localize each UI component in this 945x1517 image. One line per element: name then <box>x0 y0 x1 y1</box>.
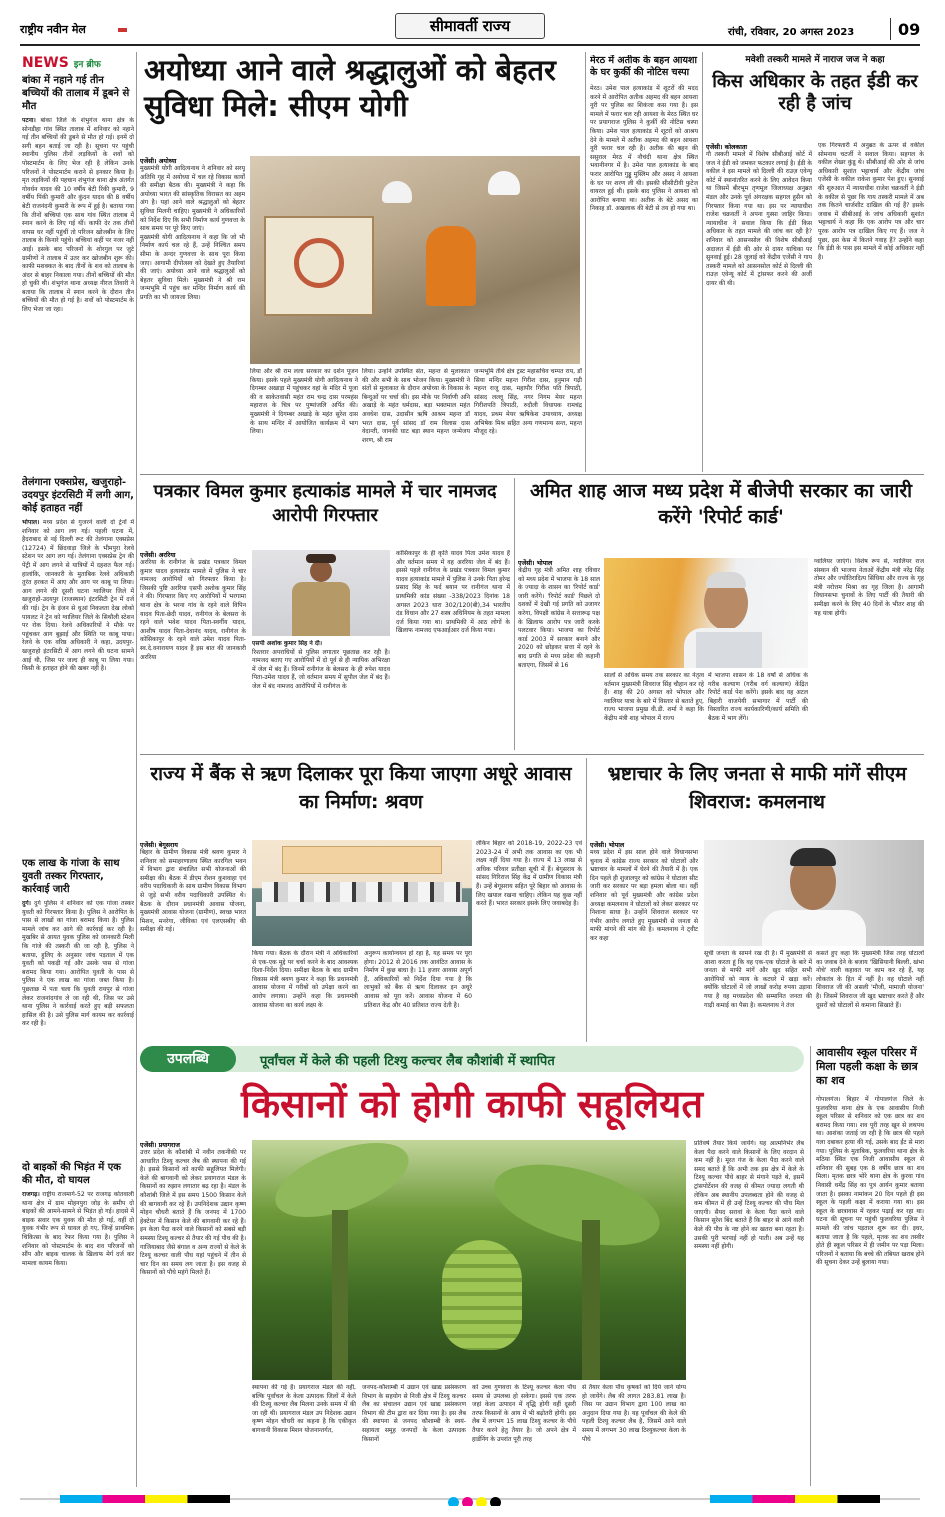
vimal-dateline: एजेंसी। अररिया <box>140 552 176 559</box>
shah-headline: अमित शाह आज मध्य प्रदेश में बीजेपी सरकार का जारी करेंगे 'रिपोर्ट कार्ड' <box>529 480 913 528</box>
hostel-headline: आवासीय स्कूल परिसर में मिला पहली कक्षा के छात्र का शव <box>816 1046 918 1087</box>
brief-text: दुर्ग। दुर्ग पुलिस ने शनिवार को एक गांजा तस्कर युवती को गिरफ्तार किया है। पुलिस ने आरोपित के पास से लाखों का गांजा बरामद किया है। पुलिस मामले जांच कर आगे की कार्रवाई कर रही है। मुखबिर से आयत युवक पुलिस को जानकारी मिली कि गांजे की तस्करी की जा रही है, पुलिस ने बताया, हुलिए के अनुसार जांच पड़ताल में एक युवती को पकड़ी गई और उसके पास से गांजा बरामद किया गया। आरोपित युवती के पास से पुलिस ने एक लाख का गांजा जब्त किया है। पूछताछ में पता चला कि युवती रायपुर से गांजा लेकर राजनांदगांव ले जा रही थी, जिस पर उसे थाना पुलिस ने कार्रवाई करते हुए बड़ी सफलता हासिल की है। उसे पुलिस मार्ग कायम कर कार्रवाई कर रही है। <box>22 900 134 1028</box>
officer-uniform <box>292 582 350 636</box>
brief-item-2 <box>22 476 134 854</box>
ed-kicker: मवेशी तस्करी मामले में नाराज जज ने कहा <box>745 55 885 65</box>
banana-text-2: स्थापना की गई है। प्रयागराज मंडल की नहीं, बल्कि पूर्वांचल के केला उत्पादक जिलों में केले की टिश्यु कल्चर लैब मिलना उनके समय में की जा रही थी। प्रयागराज मंडल उप निदेशक उद्यान कृष्ण मोहन चौधरी का कहना है कि एकीकृत बागवानी विकास मिशन योजनान्तर्गत, <box>252 1384 356 1434</box>
ayodhya-photo <box>250 156 580 364</box>
ayodhya-text-2: मुख्यमंत्री योगी आदित्यनाथ ने कहा कि जो भी निर्माण कार्य चल रहे हैं, उन्हें निश्चित समय सीमा के अन्दर गुणवत्ता के साथ पूरा किया जाए। आगामी दीपोत्सव को देखते हुए तैयारियां की जाएं। अयोध्या आने वाले श्रद्धालुओं को बेहतर सुविधा मिले। मुख्यमंत्री ने श्री राम जन्मभूमि में पहुंच कर मन्दिर निर्माण कार्य की प्रगति का भी जायजा लिया। <box>140 233 245 301</box>
vimal-col-3 <box>396 550 510 748</box>
banana-text-6: प्रतिवर्ष तैयार किये जायेंगे। यह आत्मनिर्भर लैब केला पैदा करने वाले किसानों के लिए वरदान से कम नहीं है। मूरत गंज के केला पैदा करने वाले समद बताते हैं कि अभी तक इस क्षेत्र में केले के टिश्यू कल्चर पौधे बाहर से मंगाने पड़ते थे, इसमें ट्रांसपोर्टेशन की वजह से कीमत ज्यादा लगती थी लेकिन अब स्थानीय उपलब्धता होने की वजह से कम कीमत में ही उन्हें टिश्यू कल्चर की पौध मिल जाएगी। सैयद सरावां के केला पैदा करने वाले किसान सुरेश बिंद बताते हैं कि बाहर से आने वाली केले की पौध के नष्ट होने का खतरा बना रहता है। उसकी पूरी भरपाई नहीं हो पाती। अब उन्हें यह समस्या नहीं होगी। <box>694 1140 804 1251</box>
brief-text: भोपाल। मध्य प्रदेश से गुजरने वाली दो ट्रेनों में शनिवार को आग लग गई। पहली घटना में, हैदराबाद से नई दिल्ली रूट की तेलंगाना एक्सप्रेस (12724) में छिंदवाड़ा जिले के भीमपुरा रेलवे स्टेशन पर आग लग गई। तेलंगाना एक्सप्रेस ट्रेन की पेंट्री में आग लगने से यात्रियों में दहशत फैल गई। हालांकि, जानकारी के मुताबिक रेलवे अधिकारी तुरंत हरकत में आए और आग पर काबू पा लिया। आग लगने की दूसरी घटना ग्वालियर जिले में खजुराहो-उदयपुर (राजस्थान) इंटरसिटी ट्रेन में दर्ज की गई। ट्रेन के इंजन से धुआं निकलता देख लोको पायलट ने ट्रेन को ग्वालियर जिले के सिथौली स्टेशन पर रोक दिया। रेलवे अधिकारियों ने मौके पर पहुंचकर आग बुझाई और स्थिति पर काबू पाया। रेलवे के एक वरिष्ठ अधिकारी ने कहा, उदयपुर-खजुराहो इंटरसिटी में आग लगने की घटना सामने आई थी, जिस पर जल्द ही काबू पा लिया गया। किसी के हताहत होने की खबर नहीं है। <box>22 519 134 673</box>
brief-item-1 <box>22 74 134 473</box>
bank-headline: राज्य में बैंक से ऋण दिलाकर पूरा किया जाएगा अधूरे आवास का निर्माण: श्रवण <box>150 763 572 813</box>
kamalnath-col-1 <box>590 840 698 1040</box>
shah-col-2 <box>604 672 704 748</box>
banana-tag: उपलब्धि <box>140 1046 236 1072</box>
black-dot <box>490 1497 501 1506</box>
banana-col-5 <box>582 1384 686 1486</box>
banana-story <box>140 1046 804 1486</box>
mandala-ring <box>294 238 344 288</box>
banana-text-5: से तैयार केला पौध कृषकों को दिये जाने योग्य हो जायेंगे। लैब की लागत 283.81 लाख है। जिस पर उद्यान विभाग द्वारा 100 लाख का अनुदान दिया गया है। यह पूर्वांचल की केले की पहली टिश्यु कल्चर लैब है, जिसमें आने वाले समय में लगभग 30 लाख टिश्युकल्चर केला के पौधे <box>582 1384 686 1443</box>
vimal-text-1: अररिया के रानीगंज के प्रखंड पत्रकार विमल कुमार यादव हत्याकांड मामले में पुलिस ने चार नामजद आरोपियों को गिरफ्तार किया है। जिसकी पुष्टि अररिया एसपी अशोक कुमार सिंह ने की। गिरफ्तार किए गए आरोपियों में भरगामा थाना क्षेत्र के भरना गांव के रहने वाले विपिन यादव पिता-छेदी यादव, रानीगंज के बेलसरा के रहने वाले भवेश यादव पिता-स्वर्गीय यादव, आशीष यादव पिता-देवानंद यादव, रानीगंज के कोसिकापुर के रहने वाले उमेश यादव पिता-स्व.दे.वनारायण यादव हैं इस बात की जानकारी अररिया <box>140 559 246 661</box>
news-tag: NEWS <box>22 55 69 71</box>
meerut-story <box>590 55 698 470</box>
meerut-headline: मेरठ में अतीक के बहन आयशा के घर कुर्की की नोटिस चस्पा <box>590 55 697 78</box>
banana-col-4 <box>472 1384 576 1486</box>
meeting-banner <box>282 846 442 874</box>
vimal-col-2 <box>252 640 390 748</box>
bank-dateline: एजेंसी। बेगूसराय <box>140 842 178 849</box>
column-divider <box>585 52 586 472</box>
kamalnath-dateline: एजेंसी। भोपाल <box>590 842 625 849</box>
shah-text-2: सालों से अधिक समय तक सरकार का नेतृत्व वर्तमान मुख्यमंत्री शिवराज सिंह चौहान कर रहे हैं। शाह की 20 अगस्त को भोपाल और ग्वालियर यात्रा के बारे में विस्तार से बताते हुए, राज्य भाजपा प्रमुख वी.डी. शर्मा ने कहा कि केंद्रीय मंत्री शाह भोपाल में राज्य <box>604 672 704 722</box>
ayodhya-headline: अयोध्या आने वाले श्रद्धालुओं को बेहतर सुविधा मिले: सीएम योगी <box>144 53 556 123</box>
brief-headline: बांका में नहाने गई तीन बच्चियों की तालाब में डूबने से मौत <box>22 75 130 112</box>
magenta-dot <box>462 1497 473 1506</box>
shah-photo <box>604 558 808 668</box>
vimal-headline: पत्रकार विमल कुमार हत्याकांड मामले में चार नामजद आरोपी गिरफ्तार <box>153 481 497 526</box>
brief-headline: दो बाइकों की भिड़ंत में एक की मौत, दो घायल <box>22 1162 121 1186</box>
ayodhya-text-5: जन्मभूमि तीर्थ क्षेत्र ट्रस्ट महासचिव चम्पत राय, डॉ सिया मन्दिर महन्त गिरीश दास, हनुमान गढ़ी महन्त राजू दास, महापौर गिरीश पति त्रिपाठी, सांसद लल्लू सिंह, नगर निगम मेयर महन्त गिरीशपति त्रिपाठी, रुदौली विधायक रामचंद्र यादव, प्रथम मेयर ऋषिकेश उपाध्याय, अध्यक्ष अभिषेक मिश्र सहित अन्य गणमान्य सन्त, महन्त मौजूद रहे। <box>474 368 582 436</box>
section-title: सीमावर्ती राज्य <box>429 17 511 35</box>
news-brief-tag <box>22 52 134 72</box>
banana-headline: किसानों को होगी काफी सहूलियत <box>240 1082 704 1126</box>
brief-item-3 <box>22 857 134 1158</box>
ayodhya-col-1 <box>140 156 245 468</box>
kamalnath-text-2: सूची जनता के सामने रख दी है। मैं मुख्यमंत्री से आशा करता हूं कि वह एक-एक घोटाले के बारे में जनता से माफी मांगें और खुद सहित सभी आरोपियों को न्याय के कटघरे में खड़ा करें। क्योंकि घोटालों में जो लाखों करोड़ रुपया उड़ाया गया है वह मध्यप्रदेश की सम्मानित जनता की गाढ़ी कमाई का पैसा है। कमलनाथ ने तंज <box>704 950 812 1009</box>
ed-story <box>706 52 924 472</box>
bank-text-4: लेकिन बिहार को 2018-19, 2022-23 एवं 2023-24 में अभी तक आवास का एक भी लक्ष्य नहीं दिया गया है। राज्य में 13 लाख से अधिक परिवार प्रतीक्षा सूची में हैं। बेगूसराय के सांसद गिरिराज सिंह केंद्र में ग्रामीण विकास मंत्री हैं। उन्हें बेगूसराय सहित पूरे बिहार को आवास के लिए खयाल रखना चाहिए। लेकिन यह कुछ नहीं करते हैं। भारत सरकार इसके लिए जवाबदेह है। <box>476 840 582 908</box>
ayodhya-col-3 <box>362 368 470 468</box>
shah-story <box>518 478 924 750</box>
cyan-dot <box>448 1497 459 1506</box>
banana-bunch <box>442 1240 522 1350</box>
ayodhya-col-4 <box>474 368 582 468</box>
banana-col-2 <box>252 1384 356 1486</box>
meerut-text: मेरठ। उमेश पाल हत्याकांड में शूटरों की मदद करने में आरोपित अतीक अहमद की बहन आयशा नूरी पर पुलिस का शिकंजा कस गया है। इस मामले में फरार चल रही आयशा के मेरठ स्थित घर पर प्रयागराज पुलिस ने कुर्की की नोटिस चस्पा किया। उमेश पाल हत्याकांड में शूटरों को आश्रय देने के मामले में अतीक अहमद की बहन आयशा नूरी फरार चल रही है। अतीक की बहन की ससुराल मेरठ में नौचंदी थाना क्षेत्र स्थित भवानीनगर में है। उमेश पाल हत्याकांड के बाद फरार आरोपित गुड्डू मुस्लिम और असद ने आयशा के घर पर शरण ली थी। इसकी सीसीटीवी फुटेज वायरल हुई थी। इसके बाद पुलिस ने आयशा को आरोपित बनाया था। अतीक के बेटे असद का निकाह डॉ. अखलाक की बेटी से तय हो गया था। <box>590 85 698 213</box>
column-divider <box>514 478 515 750</box>
bank-photo <box>252 840 472 946</box>
page-number-divider <box>890 18 891 40</box>
banana-kicker-bar <box>140 1046 804 1072</box>
vimal-photo-caption: एसपी अशोक कुमार सिंह ने दी। <box>252 640 323 647</box>
bank-text-2: किया गया। बैठक के दौरान मंत्री ने अधिकारियों से एक-एक मुद्दे पर चर्चा करने के बाद आवश्यक दिशा-निर्देश दिया। समीक्षा बैठक के बाद ग्रामीण विकास मंत्री श्रवण कुमार ने कहा कि प्रधानमंत्री आवास योजना में गरीबों को उपेक्षा करने का आरोप लगाया। उन्होंने कहा कि प्रधानमंत्री आवास योजना का कार्य लक्ष्य के <box>252 950 358 1009</box>
row-divider <box>140 474 924 475</box>
ed-headline: किस अधिकार के तहत ईडी कर रही है जांच <box>712 71 918 114</box>
in-brief-tag: इन ब्रीफ <box>73 60 101 70</box>
column-divider <box>136 52 137 1487</box>
bank-col-2 <box>252 950 358 1040</box>
bank-text-1: बिहार के ग्रामीण विकास मंत्री श्रवण कुमार ने शनिवार को समाहरणालय स्थित कारगिल भवन में विभाग द्वारा संचालित सभी योजनाओं की समीक्षा की। बैठक में डीएम रोशन कुशवाहा एवं वरीय पदाधिकारी के साथ ग्रामीण विकास विभाग से जुड़े सभी वरीय पदाधिकारी उपस्थित थे। बैठक के दौरान प्रधानमंत्री आवास योजना, मुख्यमंत्री आवास योजना (ग्रामीण), स्वच्छ भारत मिशन, मनरेगा, जीविका एवं एलएसबीए की समीक्षा की गई। <box>140 849 246 934</box>
ed-col-2 <box>818 142 924 468</box>
banana-dateline: एजेंसी। प्रयागराज <box>140 1142 180 1149</box>
ayodhya-story <box>140 52 582 472</box>
attendee-row <box>262 882 462 902</box>
kamalnath-text-1: मध्य प्रदेश में इस साल होने वाले विधानसभा चुनाव में कांग्रेस राज्य सरकार को घोटालों और भ्रष्टाचार के मामलों में घेरने की तैयारी में है। एक दिन पहले ही शुजालपुर को कांग्रेस ने घोटाला सीट जारी कर सरकार पर बड़ा हमला बोला था। वहीं शनिवार को पूर्व मुख्यमंत्री और कांग्रेस प्रदेश अध्यक्ष कमलनाथ ने घोटालों को लेकर सरकार पर निशाना साधा है। उन्होंने शिवराज सरकार पर गंभीर आरोप लगाते हुए मुख्यमंत्री से जनता से माफी मांगने की मांग की है। कमलनाथ ने ट्वीट कर कहा <box>590 849 698 942</box>
kamalnath-headline: भ्रष्टाचार के लिए जनता से माफी मांगें सीएम शिवराज: कमलनाथ <box>607 763 907 813</box>
shah-text-4: ग्वालियर जाएंगे। विशेष रूप से, ग्वालियर राज संस्थान की भाजपा नेताओं केंद्रीय मंत्री नरेंद्र सिंह तोमर और ज्योतिरादित्य सिंधिया और राज्य के गृह मंत्री नरोत्तम मिश्रा का गृह जिला है। आगामी विधानसभा चुनावों के लिए पार्टी की तैयारी की समीक्षा करने के लिए 40 दिनों के भीतर शाह की यह यात्रा होगी। <box>814 558 924 617</box>
kamalnath-hair <box>790 848 836 866</box>
brief-item-4 <box>22 1161 134 1361</box>
logo-dash <box>118 28 127 32</box>
ed-text-1: गौ तस्करी मामले में विशेष सीबीआई कोर्ट में जज ने ईडी को जमकर फटकार लगाई है। ईडी के वकील ने इस मामले को दिल्ली की राउज़ एवेन्यू कोर्ट में स्थानांतरित करने के लिए आवेदन किया था जिसमें बीरभूम तृणमूल जिलाध्यक्ष अनुब्रत मंडल और उनके पूर्व अंगरक्षक सहगल हुसैन को गिरफ्तार किया गया था। इस पर न्यायाधीश राजेश चक्रवर्ती ने अपना गुस्सा जाहिर किया। न्यायाधीश ने सवाल किया कि ईडी किस अधिकार के तहत मामले की जांच कर रही है? शनिवार को आसनसोल की विशेष सीबीआई अदालत में ईडी की ओर से दायर याचिका पर सुनवाई हुई। 28 जुलाई को केंद्रीय एजेंसी ने गाय तस्करी मामले को आसनसोल कोर्ट से दिल्ली की राउज़ एवेन्यू कोर्ट में ट्रांसफर करने की अर्जी दायर की थी। <box>706 151 812 287</box>
kamalnath-story <box>590 760 924 1042</box>
brief-text: राजगढ़। राष्ट्रीय राजमार्ग-52 पर राजगढ़ कोतवाली थाना क्षेत्र में ग्राम मोहनपुरा जोड़ के समीप दो बाइकों की आमने-सामने से भिड़ंत हो गई। हादसे में बाइक सवार एक युवक की मौत हो गई, वहीं दो युवक गंभीर रूप से घायल हो गए, जिन्हें प्राथमिक चिकित्सा के बाद रेफर किया गया है। पुलिस ने शनिवार को पोस्टमार्टम के बाद शव परिजनों को सौंप और बाइक चालक के खिलाफ मेर्ग दर्ज कर मामला कायम किया। <box>22 1191 134 1267</box>
brief-text: पटना। बांका जिले के शंभुगंज थाना क्षेत्र के सोनडीहा गांव स्थित तालाब में शनिवार को नहाने गई तीन बच्चियों की डूबने से मौत हो गई। इनमें दो सगी बहन बताई जा रही है। सूचना पर पहुंची स्थानीय पुलिस तीनों लड़कियों के शवों को पोस्टमार्टम के लिए भेज रही है लेकिन उनके परिजनों ने पोस्टमार्टम कराने से इनकार किया है। मृत लड़कियों की पहचान शंभुगंज थाना क्षेत्र अंतर्गत गोवर्धन यादव की 10 वर्षीय बेटी रिंकी कुमारी, 9 वर्षीय पिंकी कुमारी और कुंदन यादव की 8 वर्षीय बेटी राजनंदनी कुमारी के रूप में हुई है। बताया गया कि तीनों बच्चियां एक साथ गांव स्थित तालाब में स्नान करने के लिए गई थीं। काफी देर तक तीनों वापस घर नहीं पहुंचीं तो परिजन खोजबीन के लिए तालाब के किनारे पहुंचे। बच्चियां कहीं पर नजर नहीं आईं। इसके बाद परिजनों के शोरगुल पर जुटे ग्रामीणों ने तालाब में उतर कर खोजबीन शुरू की। काफी मशक्कत के बाद तीनों के शव को तालाब के अंदर से बाहर निकाला गया। तीनों बच्चियों की मौत हो चुकी थी। शंभुगंज थाना अध्यक्ष नीरज तिवारी ने बताया कि तालाब में स्नान करने के दौरान तीन बच्चियों की मौत हो गई है। शवों को पोस्टमार्टम के लिए भेजा जा रहा। <box>22 117 134 314</box>
bank-story <box>140 760 582 1042</box>
shah-col-1 <box>518 558 600 748</box>
ed-col-1 <box>706 142 812 468</box>
bank-col-1 <box>140 840 246 1040</box>
dateline: रांची, रविवार, 20 अगस्त 2023 <box>728 27 855 38</box>
registration-dots <box>448 1493 508 1505</box>
kamalnath-photo <box>704 840 924 946</box>
hostel-text: गोपालगंज। बिहार में गोपालगंज जिले के फुलवरिया थाना क्षेत्र के एक आवासीय निजी स्कूल परिसर से शनिवार को एक छात्र का शव बरामद किया गया। शव पूरी तरह खून से लथपथ था। आशंका जताई जा रही है कि छात्र की पहले गला दबाकर हत्या की गई, उसके बाद ईंट से मारा गया। पुलिस के मुताबिक, फुलवरिया थाना क्षेत्र के मठिया स्थित एक निजी आवासीय स्कूल से शनिवार की सुबह एक 8 वर्षीय छात्र का शव मिला। मृतक छात्र भोरे थाना क्षेत्र के कुरवा गांव निवासी धर्मेंद्र सिंह का पुत्र आर्यन कुमार बताया जाता है। इसका नामांकन 20 दिन पहले ही इस स्कूल के पहली कक्षा में कराया गया था। इस स्कूल के छात्रावास में रहकर पढ़ाई कर रहा था। घटना की सूचना पर पहुंची फुलवरिया पुलिस ने मामले की जांच पड़ताल शुरू कर दी। इधर, बताया जाता है कि पहले, मृतक का शव तस्वीर होते ही स्कूल परिसर में ही जमीन पर पड़ा मिला। परिजनों ने बताया कि बच्चे की तबियत खराब होने की सूचना देकर उन्हें बुलाया गया। <box>816 1096 924 1267</box>
ed-dateline: एजेंसी। कोलकाता <box>706 144 748 151</box>
banana-col-3 <box>362 1384 466 1486</box>
news-brief-column <box>22 52 134 1487</box>
shah-dateline: एजेंसी। भोपाल <box>518 560 553 567</box>
newspaper-logo: राष्ट्रीय नवीन मेल <box>20 23 86 36</box>
banana-leaf <box>486 1149 668 1261</box>
helmet-figure <box>488 171 520 195</box>
page-number: 09 <box>898 20 921 39</box>
row-divider <box>140 754 924 755</box>
footer-bar <box>20 1492 920 1506</box>
officer-cap <box>306 554 336 563</box>
brief-headline: तेलंगाना एक्सप्रेस, खजुराहो-उदयपुर इंटरसिटी में लगी आग, कोई हताहत नहीं <box>22 477 134 514</box>
helmet-figure <box>382 181 412 203</box>
masthead <box>0 0 945 48</box>
banana-photo <box>252 1140 686 1380</box>
meeting-table <box>256 902 468 916</box>
vimal-story <box>140 480 510 750</box>
hostel-story <box>816 1046 924 1486</box>
ayodhya-text-3: लिया और श्री राम लला सरकार का दर्शन पूजन किया। इसके पहले मुख्यमंत्री योगी आदित्यनाथ ने दिगम्बर अखाड़ा में पहुंचकर वहां के मंदिर में पूजा की व साकेतवासी महंत राम चन्द्र दास परमहंस महाराज के चित्र पर पुष्पांजलि अर्पित की। मुख्यमंत्री ने दिगम्बर अखाड़े के महंत सुरेश दास के साथ मन्दिर में आयोजित कार्यक्रम में भाग लिया। <box>250 368 358 436</box>
shah-col-3 <box>708 672 808 748</box>
kamalnath-text-3: कसते हुए कहा कि मुख्यमंत्री जिस तरह घोटालों का जवाब देने के बजाय 'खिसियानी बिल्ली, खंभा नोचे' वाली कहावत पर काम कर रहे हैं, यह लोकतंत्र के हित में नहीं है। वह घोटाले नहीं शिवराज जी की असली 'मौजी, मामाजी योजना' है। जिसमें शिवराज जी खुद भ्रष्टाचार करते हैं और दूसरों को घोटालों से कमाना सिखाते हैं। <box>816 950 924 1009</box>
shah-text-1: केंद्रीय गृह मंत्री अमित शाह रविवार को मध्य प्रदेश में भाजपा के 18 साल के ज्यादा के शासन का 'रिपोर्ट कार्ड' जारी करेंगे। 'रिपोर्ट कार्ड' पिछले दो दशकों में देखी गई प्रगति को उजागर करेगा, विपक्षी कांग्रेस ने सत्तारूढ़ पक्ष के खिलाफ आरोप पत्र जारी करके पलटवार किया। भाजपा का रिपोर्ट कार्ड 2003 में सरकार बनाने और 2020 को छोड़कर सत्ता में रहने के बाद प्रगति से मध्य प्रदेश की कहानी बताएगा, जिसमें से 16 <box>518 567 600 669</box>
banana-text-4: को उच्च गुणवत्ता के टिश्यू कल्चर केला पौध समय से उपलब्ध हो सकेगा। इससे एक तरफ जहां केला उत्पादन में वृद्धि होगी वहीं दूसरी तरफ किसानों के आय में भी बढ़ोतरी होगी। इस लैब में लगभग 15 लाख टिश्यु कल्चर के पौधे तैयार करने हेतु तैयार है। जो अपने क्षेत्र में हार्डनिंग के उपरांत पूरी तरह <box>472 1384 576 1443</box>
shah-jacket <box>696 632 762 668</box>
ed-text-2: एक गिरफ्तारी में अनुब्रत के ऊपर से वकील सोमनाथ चटर्जी ने सवाल किया। सहगल के वकील शेखर कुंडू थे। सीबीआई की ओर से जांच अधिकारी सुशांत भट्टाचार्य और केंद्रीय जांच एजेंसी के वकील राकेश कुमार पेश हुए। सुनवाई की शुरुआत में न्यायाधीश राजेश चक्रवर्ती ने ईडी के वकील से पूछा कि गाय तस्करी मामले में अब तक कितने चार्जशीट दाखिल की गई हैं? इसके जवाब में सीबीआई के जांच अधिकारी सुशांत भट्टाचार्य ने कहा कि एक आरोप पत्र और चार पूरक आरोप पत्र दाखिल किए गए हैं। जज ने पूछा, इस केस में कितने गवाह हैं? उन्होंने कहा कि ईडी के पास इस मामले में कोई अधिकार नहीं है। <box>818 142 924 261</box>
banana-kicker: पूर्वांचल में केले की पहली टिश्यु कल्चर लैब कौशांबी में स्थापित <box>260 1054 555 1069</box>
color-bar-left <box>60 1495 230 1503</box>
shah-col-4 <box>814 558 924 748</box>
banana-text-1: उत्तर प्रदेश के कौशांबी में नवीन तकनीकी पर आधारित टिश्यु कल्चर लैब की स्थापना की गई है। इससे किसानों को काफी सहूलियत मिलेगी। केले की बागवानी को लेकर प्रयागराज मंडल के किसानों का रुझान लगातार बढ़ रहा है। मंडल के कौशांबी जिले में इस समय 1500 किसान केले की बागवानी कर रहे हैं। उपनिदेशक उद्यान कृष्ण मोहन चौधरी बताते हैं कि जनपद में 1700 हेक्टेयर में किसान केले की बागवानी कर रहे हैं। इन केला पैदा करने वाले किसानों को सबसे बड़ी समस्या टिश्यू कल्चर से तैयार की गई पौध की है। गाजियाबाद जैसे बंगाल व अन्य राज्यों से केले के टिश्यू कल्चर वाली पौध यहां पहुंचने में तीन से चार दिन का समय लग जाता है। इस वजह से किसानों को पौधे महंगे मिलते हैं। <box>140 1149 246 1277</box>
section-banner <box>395 13 545 39</box>
ayodhya-dateline: एजेंसी। अयोध्या <box>140 158 177 165</box>
banana-col-1 <box>140 1140 246 1486</box>
column-divider <box>586 758 587 1042</box>
banana-stem <box>332 1210 348 1380</box>
vimal-text-3: कोसिकापुर के ही कृति यादव पिता उमेश यादव हैं और वर्तमान समय में वह अररिया जेल में बंद हैं। इससे पहले रानीगंज के प्रखंड पत्रकार विमल कुमार यादव हत्याकांड मामले में पुलिस ने उनके पिता हरेन्द्र प्रसाद सिंह के फर्द बयान पर रानीगंज थाना में प्राथमिकी कांड संख्या -338/2023 दिनांक 18 अगस्त 2023 धारा 302/120(बी),34 भारतीय दंड विधान और 27 शस्त्र अधिनियम के तहत मामला दर्ज किया गया था। प्राथमिकी में आठ लोगों के खिलाफ नामजद एफआईआर दर्ज किया गया। <box>396 550 510 635</box>
brief-headline: एक लाख के गांजा के साथ युवती तस्कर गिरफ्तार, कार्रवाई जारी <box>22 858 120 895</box>
yellow-dot <box>476 1497 487 1506</box>
vimal-text-2: रिश्तरार अपराधियों से पुलिस लगातार पूछताछ कर रही है। नामजद बताए गए आरोपियों में दो पूर्व से ही न्यायिक अभिरक्षा में जेल में बंद हैं। जिनमें रानीगंज के बेलसरा के ही रुपेश यादव पिता-उमेश यादव हैं, जो वर्तमान समय में सुपौल जेल में बंद हैं। जेल में बंद नामजद आरोपियों में रानीगंज के <box>252 648 390 690</box>
vimal-col-1 <box>140 550 246 748</box>
saffron-figure <box>426 226 476 306</box>
banana-col-6 <box>694 1140 804 1486</box>
shah-text-3: में भाजपा शासन के 18 वर्षों से अधिक के गरीब कल्याण (गरीब वर्ग कल्याण) केंद्रित रिपोर्ट कार्ड पेश करेंगे। इसके बाद वह अटल बिहारी वाजपेयी सभागार में पार्टी की विस्तारित राज्य कार्यकारिणी/कार्य समिति की बैठक में भाग लेंगे। <box>708 672 808 722</box>
kamalnath-col-2 <box>704 950 812 1040</box>
kamalnath-col-3 <box>816 950 924 1042</box>
kamalnath-kurta <box>762 910 866 946</box>
column-divider <box>810 1046 811 1486</box>
masthead-rule <box>20 44 920 46</box>
ayodhya-col-2 <box>250 368 358 468</box>
bank-col-3 <box>364 950 472 1040</box>
shah-hair <box>706 572 746 588</box>
ayodhya-text-1: मुख्यमंत्री योगी आदित्यनाथ ने शनिवार को सरयू अतिथि गृह में अयोध्या में चल रहे विकास कार्यों की समीक्षा बैठक की। मुख्यमंत्री ने कहा कि अयोध्या भारत की सांस्कृतिक विरासत का अहम अंग है। यहां आने वाले श्रद्धालुओं को बेहतर सुविधा मिलनी चाहिए। मुख्यमंत्री ने अधिकारियों को निर्देश दिए कि सभी निर्माण कार्य गुणवत्ता के साथ समय पर पूरे किए जाएं। <box>140 165 245 233</box>
ayodhya-text-4: लिया। उन्होंने उपस्थित संत, महन्त से मुलाकात की और सभी के साथ भोजन किया। मुख्यमंत्री ने संतों से मुलाकात के दौरान अयोध्या के विकास के बिन्दुओं पर चर्चा की। इस मौके पर निर्वाणी अनि अखाड़े के महंत धर्मदास, बड़ा भक्तमाल महंत अवधेश दास, उदासीन ऋषि आश्रम महन्त डॉ भरत दास, पूर्व सांसद डॉ राम विलास दास वेदान्ती, जानकी घाट बड़ा स्थान महन्त जन्मेजय शरण, श्री राम <box>362 368 470 444</box>
vimal-photo <box>252 550 390 636</box>
officer-head <box>310 560 332 582</box>
banana-stem <box>582 1220 600 1380</box>
bank-text-3: अनुरूप कार्यान्वयन हो रहा है, यह समय पर पूरा होगा। 2012 से 2016 तक आवंटित आवास के निर्माण में कुछ बाधा है। 11 हजार आवास अपूर्ण हैं, अधिकारियों को निर्देश दिया गया है कि लाभुकों को बैंक से ऋण दिलाकर इन अधूरे आवास को पूरा करें। आवास योजना में 60 प्रतिशत केंद्र और 40 प्रतिशत राज्य देती है। <box>364 950 472 1009</box>
banana-text-3: जनपद-कौशाम्बी में उद्यान एवं खाद्य प्रसंस्करण विभाग के सहयोग से निजी क्षेत्र में टिश्यु कल्चर लैब का संचालन उद्यान एवं खाद्य प्रसंस्करण विभाग की टीम द्वारा कर दिया गया है। इस लैब की स्थापना से जनपद कौशाम्बी के स्वयं-सहायता समूह जनपदों के केला उत्पादक किसानों <box>362 1384 466 1443</box>
color-bar-right <box>710 1495 880 1503</box>
column-divider <box>702 52 703 472</box>
bank-col-4 <box>476 840 582 1040</box>
